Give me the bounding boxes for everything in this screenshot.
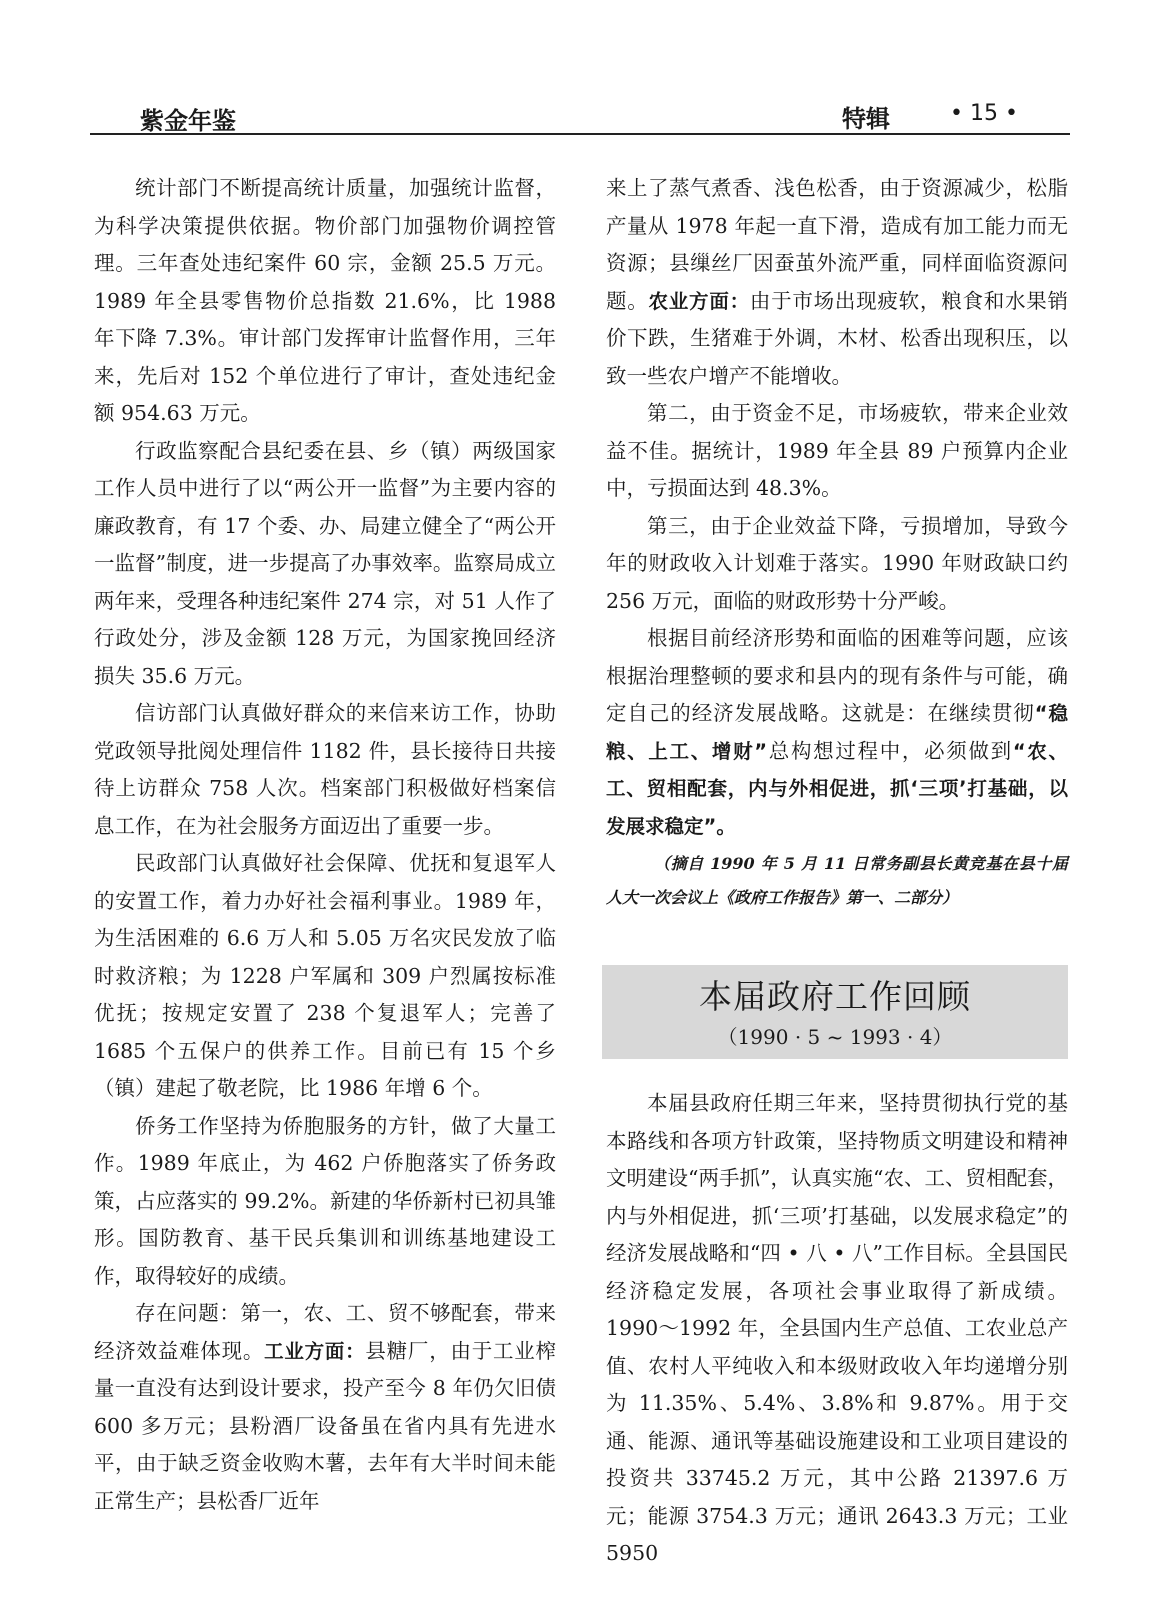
header-rule <box>90 133 1070 135</box>
yearbook-title: 紫金年鉴 <box>140 107 236 135</box>
section-title: 特辑 <box>842 105 890 133</box>
page-number: • 15 • <box>950 101 1018 126</box>
banner-title: 本届政府工作回顾 <box>699 977 971 1016</box>
paragraph-review: 本届县政府任期三年来，坚持贯彻执行党的基本路线和各项方针政策，坚持物质文明建设和精神文明建设“两手抓”，认真实施“农、工、贸相配套，内与外相促进，抓‘三项’打基础，以发展求稳定”的经济发展战略和“四 • 八 • 八”工作目标。全县国民经济稳定发展，各项社会事业取得了新成绩。1990～1992 年，全县国内生产总值、工农业总产值、农村人平纯收入和本级财政收入年均递增分别为 11.35%、5.4%、3.8%和 9.87%。用于交通、能源、通讯等基础设施建设和工业项目建设的投资共 33745.2 万元，其中公路 21397.6 万元；能源 3754.3 万元；通讯 2643.3 万元；工业 5950 <box>606 1091 1068 1565</box>
paragraph-petitions: 信访部门认真做好群众的来信来访工作，协助党政领导批阅处理信件 1182 件，县长接待日共接待上访群众 758 人次。档案部门积极做好档案信息工作，在为社会服务方面迈出了重要一步。 <box>94 701 556 838</box>
section-banner <box>602 965 1068 1059</box>
paragraph-statistics: 统计部门不断提高统计质量，加强统计监督，为科学决策提供依据。物价部门加强物价调控管理。三年查处违纪案件 60 宗，金额 25.5 万元。1989 年全县零售物价总指数 21.6%，比 1988 年下降 7.3%。审计部门发挥审计监督作用，三年来，先后对 152 个单位进行了审计，查处违纪金额 954.63 万元。 <box>94 176 556 425</box>
paragraph-problems <box>94 1295 556 1520</box>
agriculture-text: 由于市场出现疲软，粮食和水果销价下跌，生猪难于外调，木材、松香出现积压，以致一些农户增产不能增收。 <box>606 288 1068 388</box>
source-note: （摘自 1990 年 5 月 11 日常务副县长黄竞基在县十届人大一次会议上《政府工作报告》第一、二部分） <box>606 854 1068 907</box>
agriculture-heading: 农业方面： <box>648 289 750 313</box>
paragraph-civil-affairs: 民政部门认真做好社会保障、优抚和复退军人的安置工作，着力办好社会福利事业。1989 年，为生活困难的 6.6 万人和 5.05 万名灾民发放了临时救济粮；为 1228 户军属和 309 户烈属按标准优抚；按规定安置了 238 个复退军人；完善了 1685 个五保户的供养工作。目前已有 15 个乡（镇）建起了敬老院，比 1986 年增 6 个。 <box>94 851 556 1100</box>
paragraph-strategy <box>606 620 1068 845</box>
problems-industry: 县糖厂，由于工业榨量一直没有达到设计要求，投产至今 8 年仍欠旧债 600 多万元；县粉酒厂设备虽在省内具有先进水平，由于缺乏资金收购木薯，去年有大半时间未能正常生产；县松香厂近年 <box>94 1338 556 1513</box>
continuation-text: 来上了蒸气煮香、浅色松香，由于资源减少，松脂产量从 1978 年起一直下滑，造成有加工能力而无资源；县缫丝厂因蚕茧外流严重，同样面临资源问题。 <box>606 176 1068 313</box>
strategy-slogan-2: “农、工、贸相配套，内与外相促进，抓‘三项’打基础，以发展求稳定”。 <box>606 739 1068 838</box>
paragraph-supervision: 行政监察配合县纪委在县、乡（镇）两级国家工作人员中进行了以“两公开一监督”为主要内容的廉政教育，有 17 个委、办、局建立健全了“两公开一监督”制度，进一步提高了办事效率。监察局成立两年来，受理各种违纪案件 274 宗，对 51 人作了行政处分，涉及金额 128 万元，为国家挽回经济损失 35.6 万元。 <box>94 438 556 688</box>
right-column <box>606 170 1068 915</box>
strategy-intro: 根据目前经济形势和面临的困难等问题，应该根据治理整顿的要求和县内的现有条件与可能，确定自己的经济发展战略。这就是：在继续贯彻 <box>606 626 1068 725</box>
paragraph-third: 第三，由于企业效益下降，亏损增加，导致今年的财政收入计划难于落实。1990 年财政缺口约 256 万元，面临的财政形势十分严峻。 <box>606 513 1068 613</box>
strategy-slogan-1: “稳粮、上工、增财” <box>606 702 1068 763</box>
industry-heading: 工业方面： <box>264 1339 366 1363</box>
problems-intro: 存在问题：第一，农、工、贸不够配套，带来经济效益难体现。 <box>94 1301 556 1363</box>
banner-date-range: （1990 · 5 ~ 1993 · 4） <box>717 1025 953 1049</box>
left-column <box>94 170 556 1520</box>
paragraph-second: 第二，由于资金不足，市场疲软，带来企业效益不佳。据统计，1989 年全县 89 户预算内企业中，亏损面达到 48.3%。 <box>606 401 1068 500</box>
strategy-mid: 总构想过程中，必须做到 <box>767 738 1013 763</box>
right-column-lower <box>606 1085 1068 1573</box>
page-header <box>90 95 1070 135</box>
paragraph-continuation <box>606 170 1068 395</box>
paragraph-overseas-affairs: 侨务工作坚持为侨胞服务的方针，做了大量工作。1989 年底止，为 462 户侨胞落实了侨务政策，占应落实的 99.2%。新建的华侨新村已初具雏形。国防教育、基干民兵集训和训练基地建设工作，取得较好的成绩。 <box>94 1113 556 1288</box>
